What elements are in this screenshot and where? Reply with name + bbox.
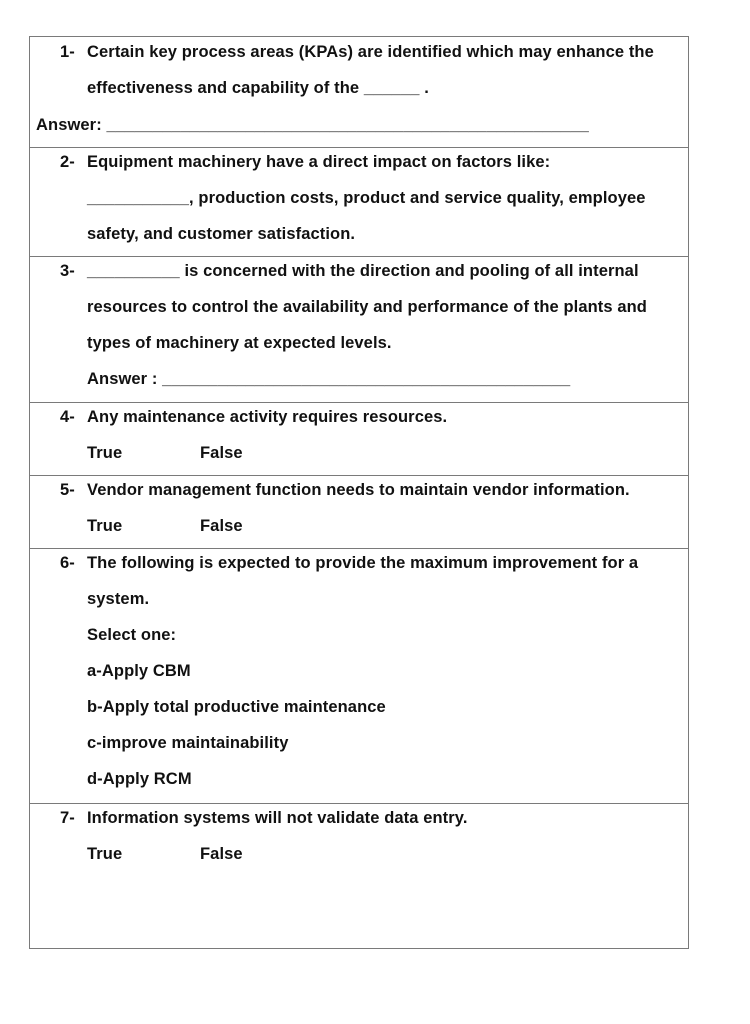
question-text: effectiveness and capability of the ______ . — [87, 79, 429, 97]
choice-c[interactable]: c-improve maintainability — [87, 734, 289, 752]
false-option[interactable]: False — [200, 845, 243, 863]
question-text: Equipment machinery have a direct impact on factors like: — [87, 153, 551, 171]
question-text: ___________, production costs, product and service quality, employee — [87, 189, 646, 207]
false-option[interactable]: False — [200, 517, 243, 535]
question-number: 4- — [60, 408, 75, 426]
question-number: 6- — [60, 554, 75, 572]
question-row-1 — [30, 37, 688, 147]
question-number: 7- — [60, 809, 75, 827]
quiz-table — [29, 36, 689, 949]
false-option[interactable]: False — [200, 444, 243, 462]
question-row-3 — [30, 256, 688, 402]
question-text: Information systems will not validate data entry. — [87, 809, 468, 827]
answer-line: Answer: ____________________________________________________ — [36, 116, 589, 134]
choice-d[interactable]: d-Apply RCM — [87, 770, 192, 788]
question-text: Vendor management function needs to maintain vendor information. — [87, 481, 630, 499]
question-number: 1- — [60, 43, 75, 61]
true-option[interactable]: True — [87, 444, 123, 462]
question-text: safety, and customer satisfaction. — [87, 225, 356, 243]
question-row-4 — [30, 402, 688, 475]
question-row-7 — [30, 803, 688, 948]
question-number: 3- — [60, 262, 75, 280]
question-text: The following is expected to provide the maximum improvement for a — [87, 554, 639, 572]
question-text: Any maintenance activity requires resources. — [87, 408, 448, 426]
question-text: resources to control the availability and performance of the plants and — [87, 298, 647, 316]
question-row-2 — [30, 147, 688, 256]
question-row-5 — [30, 475, 688, 548]
choice-b[interactable]: b-Apply total productive maintenance — [87, 698, 386, 716]
choice-a[interactable]: a-Apply CBM — [87, 662, 191, 680]
select-prompt: Select one: — [87, 626, 177, 644]
question-row-6 — [30, 548, 688, 803]
question-text: types of machinery at expected levels. — [87, 334, 392, 352]
answer-line: Answer : ____________________________________________ — [87, 370, 571, 388]
question-text: Certain key process areas (KPAs) are identified which may enhance the — [87, 43, 654, 61]
true-option[interactable]: True — [87, 845, 123, 863]
question-number: 2- — [60, 153, 75, 171]
question-text: __________ is concerned with the direction and pooling of all internal — [87, 262, 639, 280]
true-option[interactable]: True — [87, 517, 123, 535]
question-text: system. — [87, 590, 150, 608]
question-number: 5- — [60, 481, 75, 499]
